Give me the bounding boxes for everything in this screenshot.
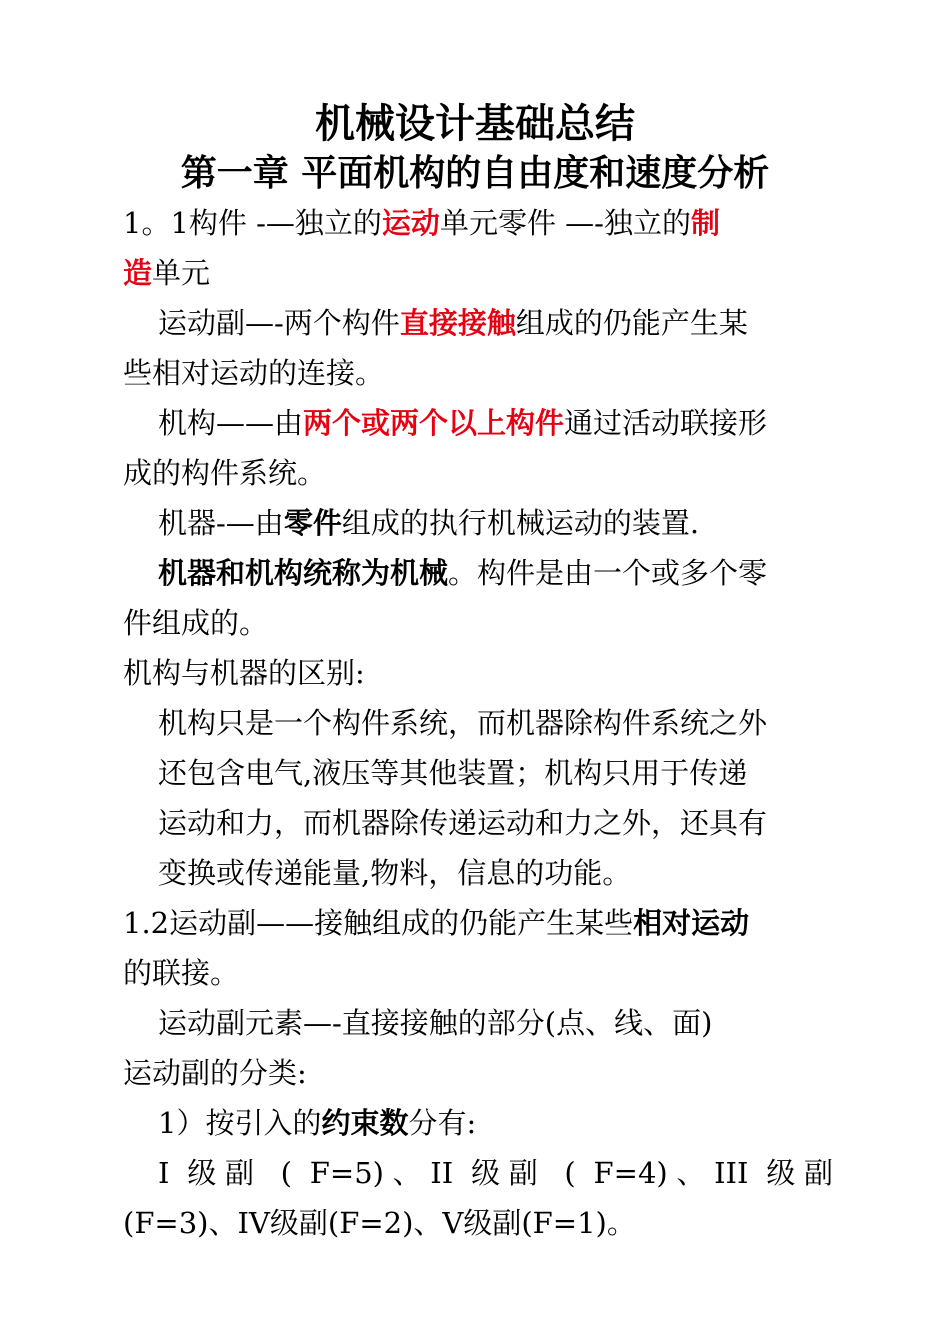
classification-levels-line-1: I 级副 ( F=5)、II 级副 ( F=4)、III 级副 <box>158 1156 833 1190</box>
highlight-two-or-more-components: 两个或两个以上构件 <box>303 406 565 440</box>
paragraph-kinematic-pair: 运动副—-两个构件直接接触组成的仍能产生某 <box>158 306 748 340</box>
highlight-manufacture-2: 造 <box>123 256 153 290</box>
paragraph-kinematic-pair-cont: 些相对运动的连接。 <box>123 356 385 390</box>
classification-item-1: 1）按引入的约束数分有: <box>158 1106 477 1140</box>
paragraph-component-definition: 1。1构件 -—独立的运动单元零件 —-独立的制 <box>123 206 720 240</box>
document-title: 机械设计基础总结 <box>315 101 635 147</box>
highlight-direct-contact: 直接接触 <box>399 306 516 340</box>
section-heading-classification: 运动副的分类: <box>123 1056 307 1090</box>
highlight-manufacture-1: 制 <box>690 206 720 240</box>
paragraph-kinematic-pair-2-cont: 的联接。 <box>123 956 240 990</box>
paragraph-component-definition-cont: 造单元 <box>123 256 211 290</box>
difference-line-2: 还包含电气,液压等其他装置；机构只用于传递 <box>158 756 748 790</box>
emphasis-relative-motion: 相对运动 <box>633 906 750 940</box>
emphasis-parts: 零件 <box>283 506 342 540</box>
highlight-motion: 运动 <box>381 206 440 240</box>
difference-line-3: 运动和力，而机器除传递运动和力之外，还具有 <box>158 806 768 840</box>
paragraph-machine: 机器-—由零件组成的执行机械运动的装置. <box>158 506 700 540</box>
difference-line-1: 机构只是一个构件系统，而机器除构件系统之外 <box>158 706 768 740</box>
emphasis-constraint-count: 约束数 <box>321 1106 409 1140</box>
paragraph-kinematic-pair-2: 1.2运动副——接触组成的仍能产生某些相对运动 <box>123 906 750 940</box>
paragraph-mechanism: 机构——由两个或两个以上构件通过活动联接形 <box>158 406 768 440</box>
emphasis-machinery: 机器和机构统称为机械 <box>158 556 449 590</box>
paragraph-pair-element: 运动副元素—-直接接触的部分(点、线、面) <box>158 1006 713 1040</box>
classification-levels-line-2: (F=3)、IV级副(F=2)、V级副(F=1)。 <box>123 1206 636 1240</box>
chapter-title: 第一章 平面机构的自由度和速度分析 <box>180 153 770 194</box>
section-heading-difference: 机构与机器的区别: <box>123 656 365 690</box>
difference-line-4: 变换或传递能量,物料，信息的功能。 <box>158 856 632 890</box>
paragraph-machinery-cont: 件组成的。 <box>123 606 269 640</box>
paragraph-mechanism-cont: 成的构件系统。 <box>123 456 327 490</box>
paragraph-machinery: 机器和机构统称为机械。构件是由一个或多个零 <box>158 556 768 590</box>
